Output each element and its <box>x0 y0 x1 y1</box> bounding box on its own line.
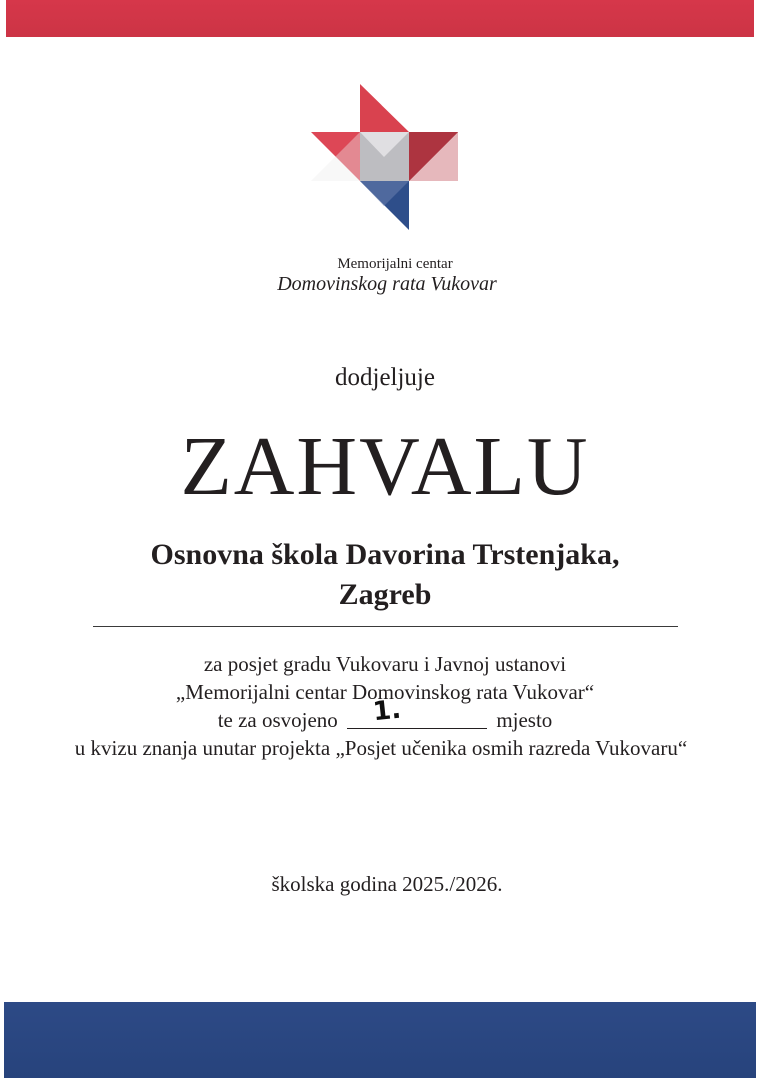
body-line-4: u kvizu znanja unutar projekta „Posjet učenika osmih razreda Vukovaru“ <box>74 736 688 760</box>
organization-name-line1: Memorijalni centar <box>337 256 453 272</box>
school-year: školska godina 2025./2026. <box>271 872 503 896</box>
organization-name-line2: Domovinskog rata Vukovar <box>277 273 497 295</box>
award-verb: dodjeljuje <box>335 364 435 391</box>
memorial-center-logo <box>308 84 462 232</box>
place-blank-field <box>347 694 487 729</box>
recipient-city: Zagreb <box>338 578 432 611</box>
body-line-3 <box>4 694 762 734</box>
top-red-band <box>6 0 754 37</box>
body-line-3-before: te za osvojeno <box>217 708 338 732</box>
bottom-blue-band <box>4 1002 756 1078</box>
body-line-2: „Memorijalni centar Domovinskog rata Vukovar“ <box>175 680 595 704</box>
recipient-name: Osnovna škola Davorina Trstenjaka, <box>150 538 620 571</box>
certificate-title: ZAHVALU <box>180 420 590 513</box>
body-line-1: za posjet gradu Vukovaru i Javnoj ustanovi <box>203 652 567 676</box>
body-line-3-after: mjesto <box>496 708 553 732</box>
handwritten-place-value: 1. <box>371 694 403 728</box>
recipient-divider <box>93 626 678 627</box>
